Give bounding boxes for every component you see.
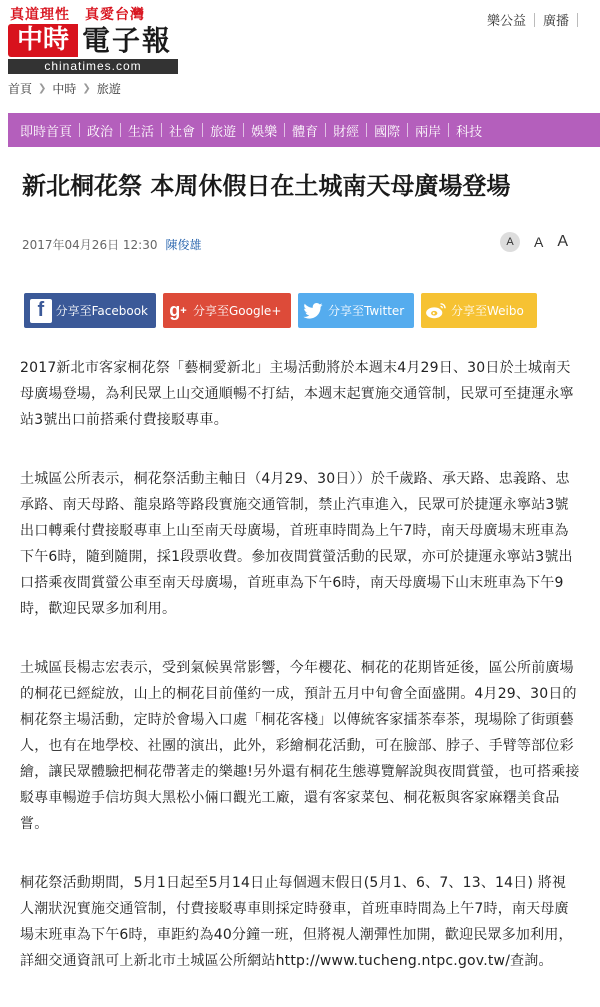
top-link-charity[interactable]: 樂公益	[486, 14, 526, 29]
nav-item-cross-strait[interactable]	[408, 121, 449, 140]
nav-item-realtime[interactable]	[8, 121, 80, 140]
share-twitter-button[interactable]	[298, 293, 414, 328]
share-google-plus-button[interactable]	[163, 293, 291, 328]
article-paragraph: 2017新北市客家桐花祭「藝桐愛新北」主場活動將於本週末4月29日、30日於土城南天母廣場登場，為利民眾上山交通順暢不打結，本週末起實施交通管制，民眾可至捷運永寧站3號出口前搭乘付費接駁專車。	[20, 360, 574, 428]
nav-item-label: 政治	[87, 124, 114, 140]
weibo-icon	[421, 293, 451, 328]
breadcrumb-travel[interactable]: 旅遊	[96, 82, 121, 96]
google-plus-icon: g +	[169, 300, 187, 320]
share-label: 分享至Twitter	[328, 304, 405, 318]
nav-item-label: 兩岸	[415, 124, 442, 140]
top-link-radio[interactable]: 廣播	[542, 14, 569, 29]
nav-item-politics[interactable]	[80, 121, 121, 140]
font-size-small-button[interactable]: A	[500, 232, 520, 252]
share-label: 分享至Facebook	[55, 304, 148, 318]
top-link-divider	[534, 13, 535, 27]
nav-item-label: 財經	[333, 124, 360, 140]
chevron-right-icon: ❯	[38, 83, 47, 94]
nav-item-finance[interactable]	[326, 121, 367, 140]
main-nav	[8, 113, 600, 147]
logo-text: 電子報	[82, 24, 173, 57]
logo-domain: chinatimes.com	[8, 59, 178, 74]
article-paragraph: 桐花祭活動期間，5月1日起至5月14日止每個週末假日(5月1、6、7、13、14日) 將視人潮狀況實施交通管制，付費接駁專車則採定時發車，首班車時間為上午7時，南天母廣場末班車為下午6時，車距約為40分鐘一班，但將視人潮彈性加開，歡迎民眾多加利用，詳細交通資訊可上新北市土城區公所網站http://www.tucheng.ntpc.gov.tw/查詢。	[20, 875, 573, 969]
logo-badge: 中時	[8, 24, 78, 57]
share-label: 分享至Weibo	[451, 304, 524, 318]
nav-item-label: 即時首頁	[20, 124, 73, 140]
twitter-icon	[298, 293, 328, 328]
nav-item-label: 體育	[292, 124, 319, 140]
nav-item-label: 生活	[128, 124, 155, 140]
nav-item-entertainment[interactable]	[244, 121, 285, 140]
chevron-right-icon: ❯	[82, 83, 91, 94]
article-body	[20, 355, 580, 1007]
top-link-divider	[577, 13, 578, 27]
share-buttons	[24, 293, 544, 328]
nav-item-sports[interactable]	[285, 121, 326, 140]
site-logo[interactable]	[8, 4, 184, 74]
article-meta	[22, 236, 202, 253]
breadcrumb-chinatimes[interactable]: 中時	[52, 82, 77, 96]
font-size-large-button[interactable]: A	[557, 233, 568, 250]
breadcrumb-home[interactable]: 首頁	[8, 82, 33, 96]
font-size-controls	[500, 232, 568, 252]
nav-item-label: 娛樂	[251, 124, 278, 140]
nav-item-life[interactable]	[121, 121, 162, 140]
nav-item-label: 國際	[374, 124, 401, 140]
share-facebook-button[interactable]	[24, 293, 156, 328]
nav-item-label: 科技	[456, 124, 483, 140]
nav-item-label: 旅遊	[210, 124, 237, 140]
article-author-link[interactable]: 陳俊雄	[165, 238, 202, 252]
article-date: 2017年04月26日 12:30	[22, 238, 158, 252]
font-size-medium-button[interactable]: A	[533, 234, 544, 250]
article-paragraph: 土城區長楊志宏表示，受到氣候異常影響，今年櫻花、桐花的花期皆延後，區公所前廣場的桐花已經綻放，山上的桐花目前僅約一成，預計五月中旬會全面盛開。4月29、30日的桐花祭主場活動，定時於會場入口處「桐花客棧」以傳統客家擂茶奉茶，現場除了街頭藝人，也有在地學校、社團的演出，此外，彩繪桐花活動，可在臉部、脖子、手臂等部位彩繪，讓民眾體驗把桐花帶著走的樂趣!另外還有桐花生態導覽解說與夜間賞螢，也可搭乘接駁專車暢遊手信坊與大黑松小倆口觀光工廠，還有客家菜包、桐花粄與客家麻糬美食品嘗。	[20, 660, 580, 832]
article-paragraph: 土城區公所表示，桐花祭活動主軸日（4月29、30日））於千歲路、承天路、忠義路、忠承路、南天母路、龍泉路等路段實施交通管制，禁止汽車進入，民眾可於捷運永寧站3號出口轉乘付費接駁專車上山至南天母廣場，首班車時間為上午7時，南天母廣場末班車為下午6時，隨到隨開，採1段票收費。參加夜間賞螢活動的民眾，亦可於捷運永寧站3號出口搭乘夜間賞螢公車至南天母廣場，首班車為下午6時，南天母廣場下山末班車為下午9時，歡迎民眾多加利用。	[20, 471, 573, 617]
article-title: 新北桐花祭 本周休假日在土城南天母廣場登場	[22, 172, 511, 200]
facebook-icon: f	[30, 299, 52, 323]
nav-item-travel[interactable]	[203, 121, 244, 140]
share-label: 分享至Google+	[193, 304, 282, 318]
site-slogan: 真道理性 真愛台灣	[10, 7, 145, 23]
breadcrumb	[8, 80, 121, 97]
nav-item-international[interactable]	[367, 121, 408, 140]
top-links	[487, 10, 586, 29]
nav-item-label: 社會	[169, 124, 196, 140]
nav-item-society[interactable]	[162, 121, 203, 140]
nav-item-tech[interactable]	[449, 121, 489, 140]
share-weibo-button[interactable]	[421, 293, 537, 328]
